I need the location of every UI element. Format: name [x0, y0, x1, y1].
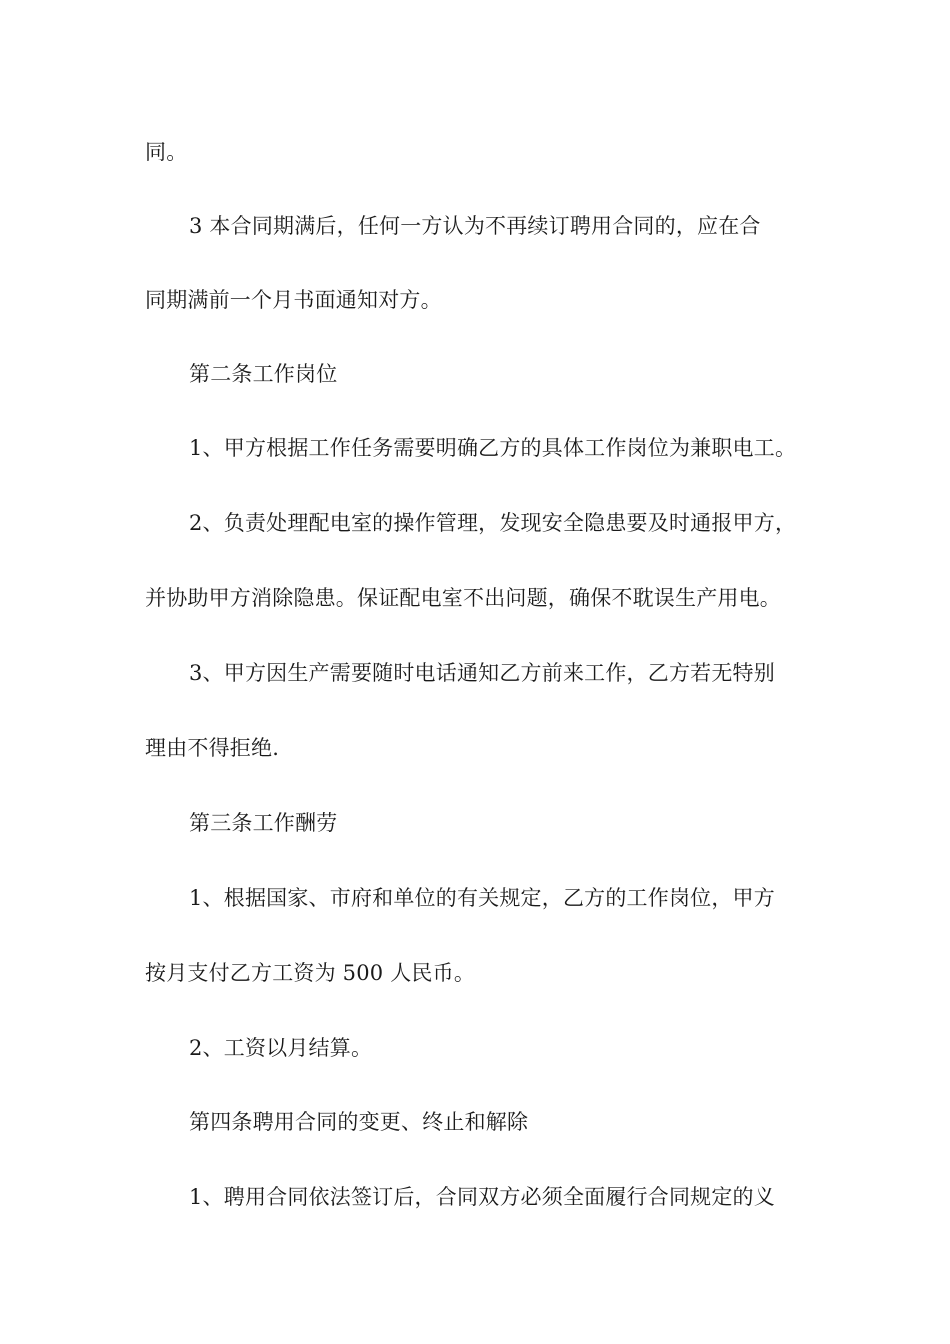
section-heading: 第二条工作岗位 [189, 362, 338, 386]
paragraph-line: 1、甲方根据工作任务需要明确乙方的具体工作岗位为兼职电工。 [189, 436, 797, 460]
paragraph-line: 并协助甲方消除隐患。保证配电室不出问题，确保不耽误生产用电。 [145, 586, 781, 610]
section-heading: 第四条聘用合同的变更、终止和解除 [189, 1110, 529, 1134]
paragraph-line: 1、根据国家、市府和单位的有关规定，乙方的工作岗位，甲方 [189, 886, 775, 910]
paragraph-line: 按月支付乙方工资为 500 人民币。 [145, 961, 476, 985]
paragraph-line: 理由不得拒绝. [145, 736, 280, 760]
paragraph-line: 2、工资以月结算。 [189, 1036, 373, 1060]
paragraph-line: 同。 [145, 140, 188, 164]
paragraph-line: 1、聘用合同依法签订后，合同双方必须全面履行合同规定的义 [189, 1185, 775, 1209]
section-heading: 第三条工作酬劳 [189, 811, 338, 835]
paragraph-line: 3 本合同期满后，任何一方认为不再续订聘用合同的，应在合 [189, 214, 761, 238]
paragraph-line: 2、负责处理配电室的操作管理，发现安全隐患要及时通报甲方， [189, 511, 797, 535]
paragraph-line: 同期满前一个月书面通知对方。 [145, 288, 442, 312]
paragraph-line: 3、甲方因生产需要随时电话通知乙方前来工作，乙方若无特别 [189, 661, 775, 685]
